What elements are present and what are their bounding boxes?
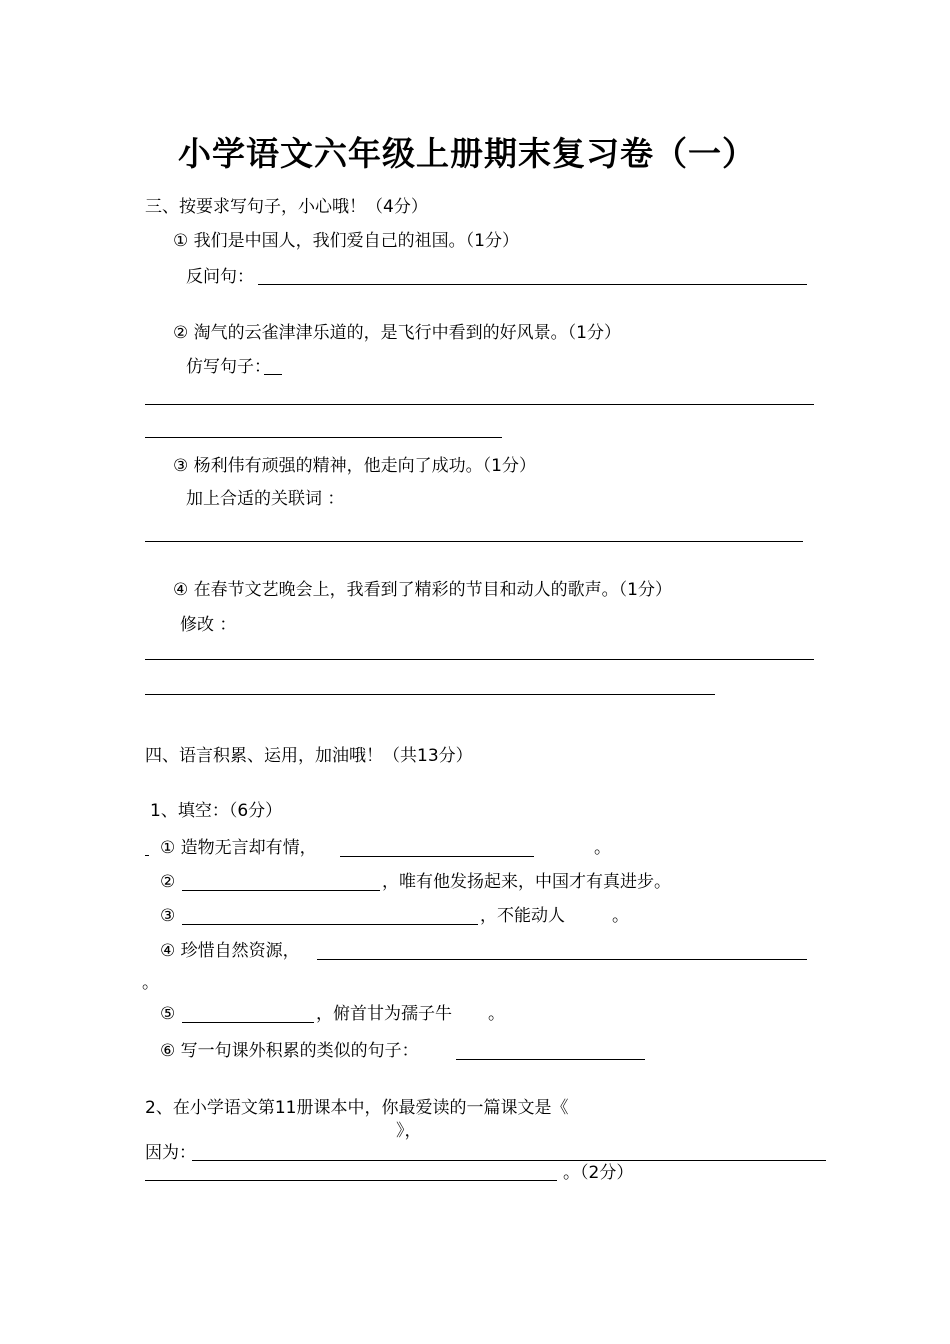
q2-answer-line-2[interactable]	[145, 437, 502, 438]
q3-answer-line[interactable]	[145, 541, 803, 542]
part-2-line-1: 2、在小学语文第11册课本中，你最爱读的一篇课文是《	[145, 1098, 569, 1118]
page-title: 小学语文六年级上册期末复习卷（一）	[178, 134, 756, 173]
fill-item-3-after: ，不能动人	[480, 906, 565, 926]
fill-item-3-blank[interactable]	[182, 924, 478, 925]
fill-item-4-blank[interactable]	[317, 959, 807, 960]
part-2-reason-label: 因为：	[145, 1143, 196, 1163]
part-2-line-2: 》，	[396, 1121, 422, 1141]
fill-item-2-before: ②	[160, 872, 176, 892]
q4-answer-line-1[interactable]	[145, 659, 814, 660]
q4-label: 修改 ：	[180, 615, 237, 635]
fill-item-2-after: ，唯有他发扬起来，中国才有真进步。	[382, 872, 671, 892]
q2-label: 仿写句子：	[186, 357, 271, 377]
stray-mark	[145, 855, 149, 856]
fill-item-4-before: ④ 珍惜自然资源，	[160, 941, 300, 961]
fill-item-1-after: 。	[594, 838, 611, 858]
part-2-reason-line-1[interactable]	[192, 1160, 826, 1161]
q3-prompt: ③ 杨利伟有顽强的精神，他走向了成功。（1分）	[173, 456, 536, 476]
fill-item-6-blank[interactable]	[456, 1059, 645, 1060]
fill-item-1-before: ① 造物无言却有情，	[160, 838, 317, 858]
fill-item-3-before: ③	[160, 906, 176, 926]
q1-label: 反问句：	[186, 267, 254, 287]
fill-item-4-end: 。	[142, 973, 159, 993]
q1-prompt: ① 我们是中国人，我们爱自己的祖国。（1分）	[173, 231, 519, 251]
fill-item-5-blank[interactable]	[182, 1022, 314, 1023]
q1-answer-line[interactable]	[258, 284, 807, 285]
q3-label: 加上合适的关联词 ：	[186, 489, 345, 509]
q2-prompt: ② 淘气的云雀津津乐道的，是飞行中看到的好风景。（1分）	[173, 323, 621, 343]
q4-answer-line-2[interactable]	[145, 694, 715, 695]
fill-item-6-before: ⑥ 写一句课外积累的类似的句子：	[160, 1041, 419, 1061]
q2-label-underline	[264, 374, 282, 375]
q4-prompt: ④ 在春节文艺晚会上，我看到了精彩的节目和动人的歌声。（1分）	[173, 580, 672, 600]
fill-item-5-before: ⑤	[160, 1004, 176, 1024]
fill-item-1-blank[interactable]	[340, 856, 534, 857]
section-4-heading: 四、语言积累、运用，加油哦！（共13分）	[145, 746, 473, 766]
fill-item-2-blank[interactable]	[182, 890, 380, 891]
fill-item-5-end: 。	[488, 1004, 505, 1024]
q2-answer-line-1[interactable]	[145, 404, 814, 405]
part-1-heading: 1、填空：（6分）	[150, 801, 283, 821]
fill-item-3-end: 。	[612, 906, 629, 926]
section-3-heading: 三、按要求写句子，小心哦！（4分）	[145, 197, 428, 217]
fill-item-5-after: ，俯首甘为孺子牛	[316, 1004, 452, 1024]
part-2-reason-line-2[interactable]	[145, 1180, 557, 1181]
part-2-end: 。（2分）	[563, 1163, 634, 1183]
